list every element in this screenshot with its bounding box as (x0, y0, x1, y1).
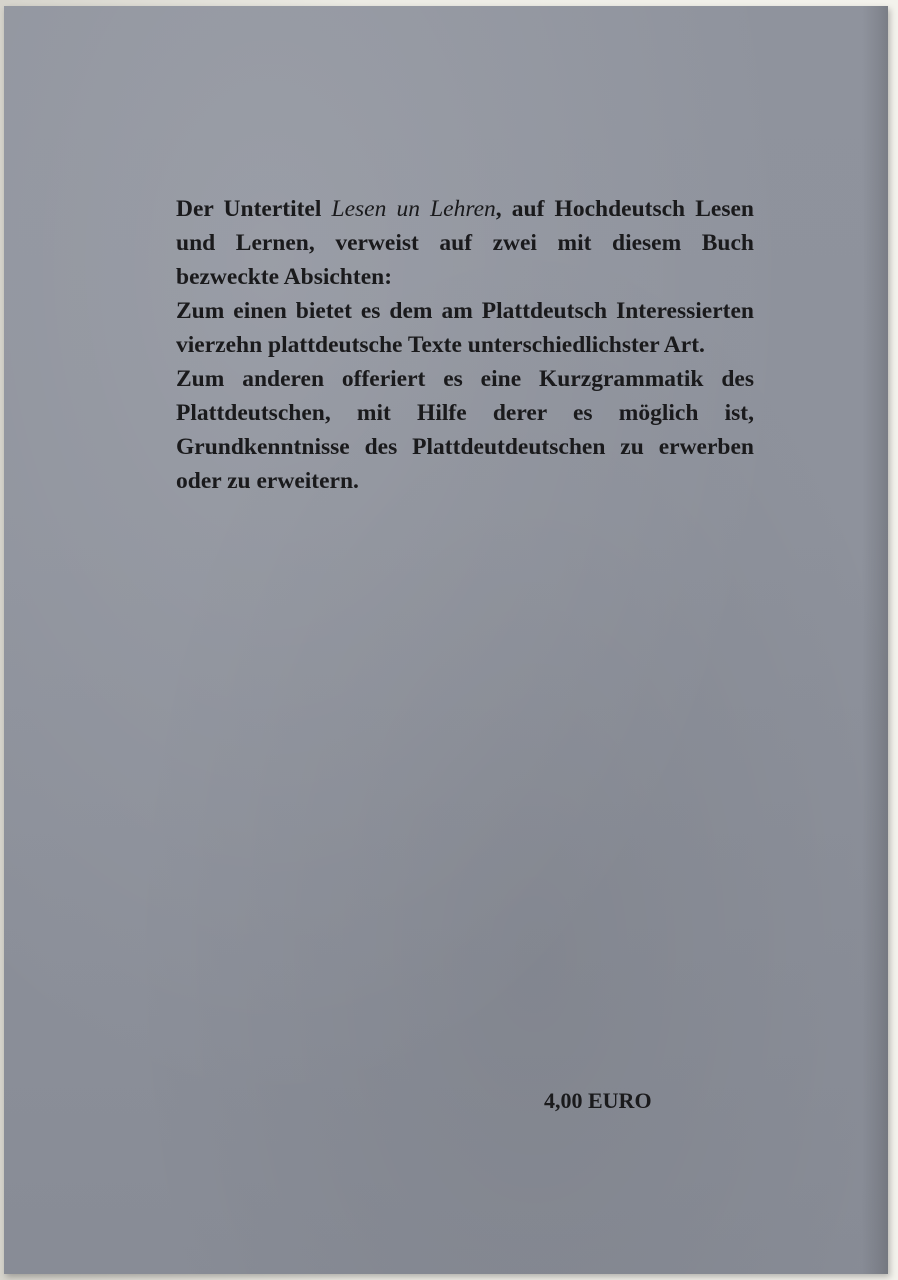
subtitle-italic: Lesen un Lehren (331, 196, 496, 222)
blurb-paragraph-2: Zum einen bietet es dem am Plattdeutsch Interessierten vierzehn plattdeutsche Texte unterschiedlichster Art. (176, 298, 754, 358)
book-back-cover (4, 6, 888, 1274)
price-label: 4,00 EURO (544, 1088, 652, 1113)
blurb-paragraph-1 (176, 192, 754, 294)
spine-shadow (862, 6, 888, 1274)
blurb-text (176, 192, 754, 498)
blurb-paragraph-3: Zum anderen offeriert es eine Kurzgrammatik des Plattdeutschen, mit Hilfe derer es möglich ist, Grundkenntnisse des Plattdeutdeutschen zu erwerben oder zu erweitern. (176, 366, 754, 494)
blurb-intro: Der Untertitel (176, 196, 332, 222)
blurb-intro-rest: , auf Hochdeutsch Lesen und Lernen, verweist auf zwei mit diesem Buch bezweckte Absichten: (176, 196, 754, 290)
